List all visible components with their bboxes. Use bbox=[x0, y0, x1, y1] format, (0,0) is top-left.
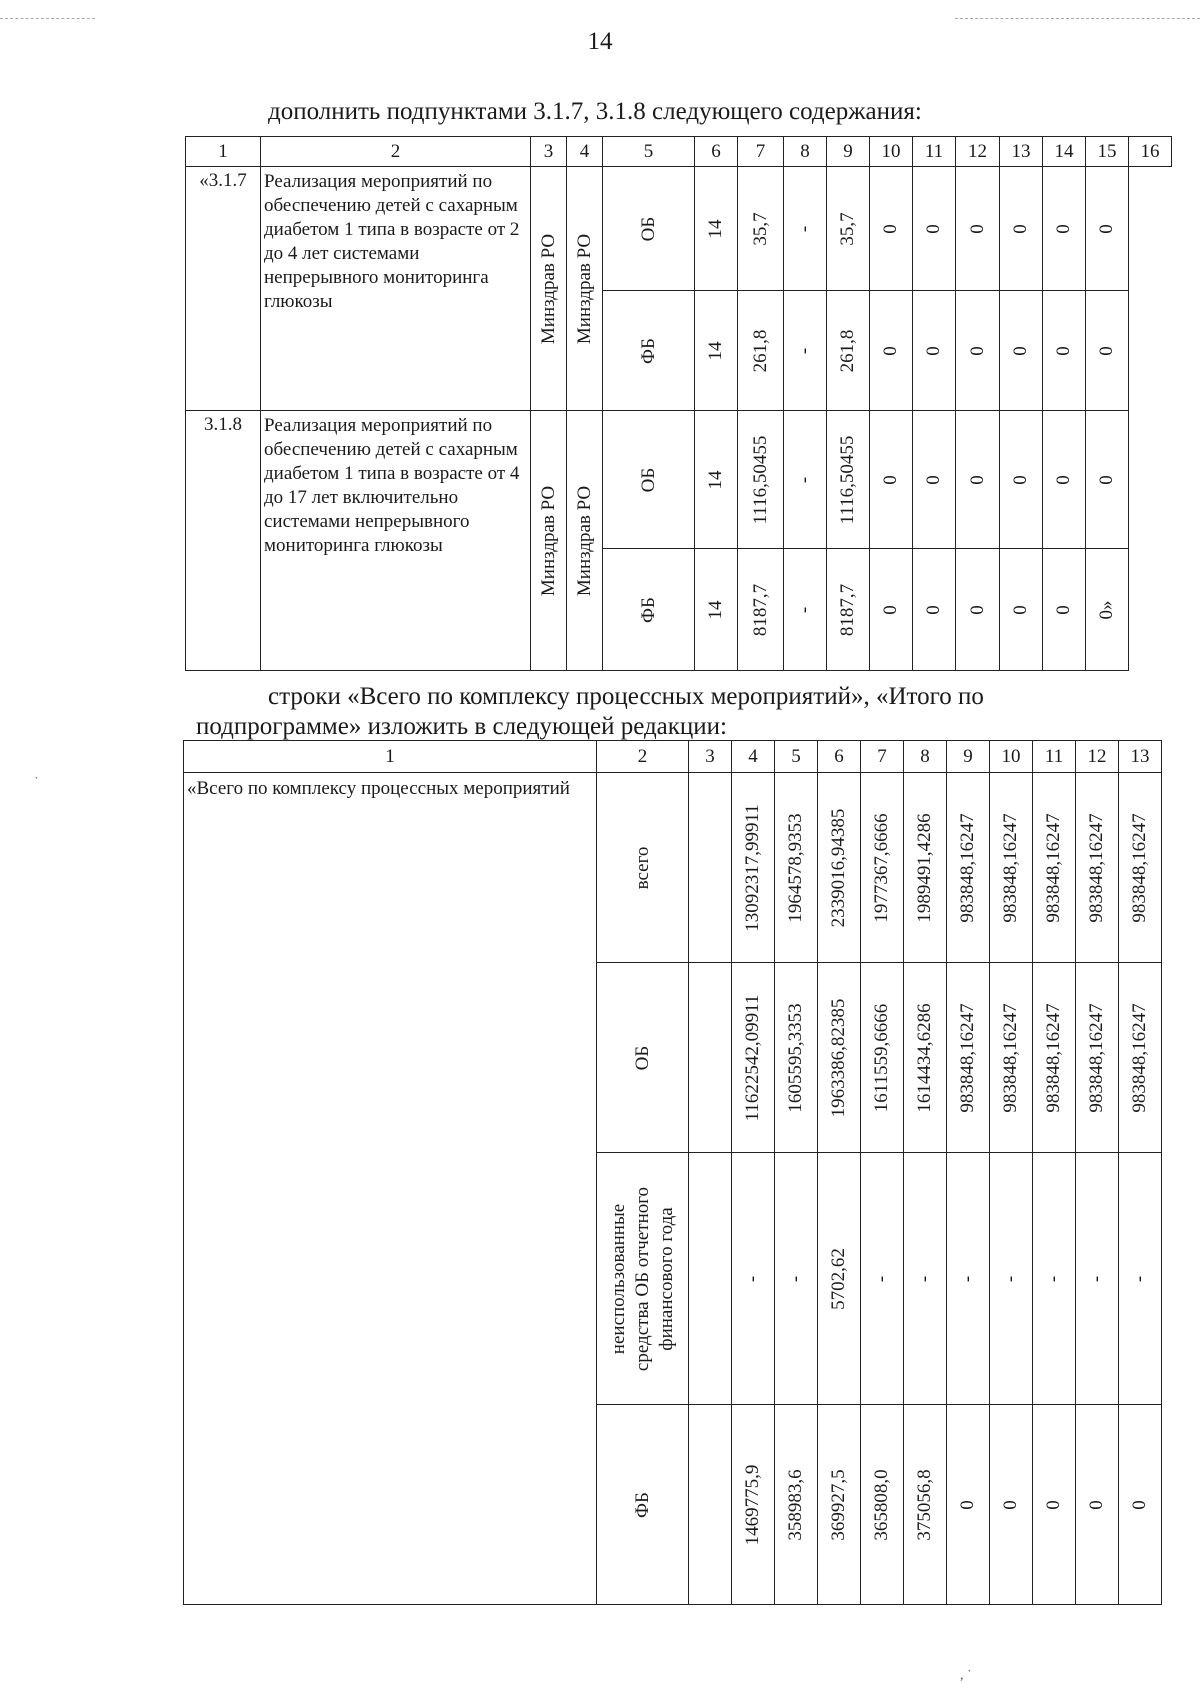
item-code: «3.1.7 bbox=[186, 167, 261, 411]
zero-cell bbox=[1000, 291, 1043, 411]
scan-mark-bottom: , ˙ bbox=[960, 1668, 972, 1683]
value-text: 0 bbox=[1043, 1499, 1064, 1510]
executor-cell bbox=[531, 411, 567, 671]
zero-cell bbox=[1043, 549, 1086, 671]
scan-mark-left: ˙ bbox=[34, 775, 39, 790]
header-cell: 5 bbox=[775, 741, 818, 773]
source-cell bbox=[597, 963, 689, 1153]
value-text: 983848,16247 bbox=[957, 1002, 978, 1113]
value-cell bbox=[1033, 773, 1076, 963]
value-cell bbox=[732, 1405, 775, 1605]
total-text: 261,8 bbox=[749, 329, 771, 372]
value-text: 369927,5 bbox=[828, 1468, 849, 1541]
dash-text: - bbox=[794, 606, 815, 613]
header-cell: 3 bbox=[531, 137, 567, 167]
zero-cell bbox=[870, 411, 913, 549]
zero-cell bbox=[1043, 167, 1086, 291]
source-text: ОБ bbox=[637, 216, 659, 241]
zero-text: 0 bbox=[1010, 223, 1031, 234]
value-cell bbox=[947, 773, 990, 963]
zero-cell bbox=[1043, 411, 1086, 549]
value-text: 375056,8 bbox=[914, 1468, 935, 1541]
zero-cell bbox=[1000, 549, 1043, 671]
zero-text: 0 bbox=[923, 604, 944, 615]
value-text: - bbox=[914, 1275, 935, 1282]
value-cell bbox=[990, 963, 1033, 1153]
zero-cell bbox=[1086, 549, 1129, 671]
header-cell: 8 bbox=[904, 741, 947, 773]
zero-text: 0 bbox=[923, 223, 944, 234]
paragraph-line-2: подпрограмме» изложить в следующей редакции: bbox=[196, 713, 728, 740]
header-cell: 10 bbox=[870, 137, 913, 167]
year-text: 14 bbox=[705, 341, 726, 360]
header-cell: 4 bbox=[732, 741, 775, 773]
value-cell bbox=[818, 963, 861, 1153]
header-cell: 5 bbox=[603, 137, 695, 167]
dash-cell bbox=[784, 291, 827, 411]
year-cell bbox=[695, 291, 738, 411]
executor-text: Минздрав РО bbox=[537, 485, 559, 596]
header-cell: 12 bbox=[1076, 741, 1119, 773]
zero-text: 0 bbox=[923, 345, 944, 356]
header-cell: 15 bbox=[1086, 137, 1129, 167]
value-cell bbox=[689, 773, 732, 963]
zero-cell bbox=[913, 411, 956, 549]
value-text: - bbox=[785, 1275, 806, 1282]
value-text: 2339016,94385 bbox=[828, 808, 849, 927]
value-cell bbox=[827, 411, 870, 549]
dash-cell bbox=[784, 167, 827, 291]
header-cell: 13 bbox=[1000, 137, 1043, 167]
value-text: 983848,16247 bbox=[1000, 812, 1021, 923]
zero-cell bbox=[1086, 411, 1129, 549]
year-cell bbox=[695, 167, 738, 291]
zero-text: 0 bbox=[1010, 474, 1031, 485]
zero-text: 0 bbox=[966, 474, 988, 485]
source-text: ОБ bbox=[637, 467, 659, 492]
value-cell bbox=[818, 1153, 861, 1405]
value-text: 11622542,09911 bbox=[742, 994, 763, 1121]
zero-text: 0 bbox=[966, 604, 988, 615]
value-cell bbox=[1033, 963, 1076, 1153]
source-cell bbox=[603, 411, 695, 549]
value-cell bbox=[904, 773, 947, 963]
value-text: 983848,16247 bbox=[1043, 1002, 1064, 1113]
source-cell bbox=[603, 167, 695, 291]
zero-cell bbox=[1000, 167, 1043, 291]
zero-text: 0 bbox=[1096, 474, 1117, 485]
value-cell bbox=[1033, 1405, 1076, 1605]
value-cell bbox=[1119, 1153, 1162, 1405]
value-cell bbox=[827, 167, 870, 291]
dash-cell bbox=[784, 411, 827, 549]
year-cell bbox=[695, 411, 738, 549]
zero-text: 0 bbox=[966, 345, 988, 356]
value-text: 1469775,9 bbox=[742, 1464, 763, 1545]
zero-cell bbox=[956, 411, 1000, 549]
value-cell bbox=[1119, 1405, 1162, 1605]
value-cell bbox=[947, 1405, 990, 1605]
value-cell bbox=[775, 1153, 818, 1405]
header-cell: 3 bbox=[689, 741, 732, 773]
header-cell: 16 bbox=[1129, 137, 1172, 167]
value-cell bbox=[827, 549, 870, 671]
value-cell bbox=[1076, 1153, 1119, 1405]
header-cell: 14 bbox=[1043, 137, 1086, 167]
value-text: 5702,62 bbox=[828, 1247, 849, 1310]
header-cell: 9 bbox=[947, 741, 990, 773]
executor-cell bbox=[531, 167, 567, 411]
zero-text: 0 bbox=[880, 345, 901, 356]
value-cell bbox=[689, 1405, 732, 1605]
value-cell bbox=[861, 1405, 904, 1605]
value-text: 0 bbox=[957, 1499, 978, 1510]
header-cell: 9 bbox=[827, 137, 870, 167]
header-cell: 7 bbox=[861, 741, 904, 773]
zero-text: 0» bbox=[1096, 600, 1117, 619]
value-cell bbox=[861, 773, 904, 963]
zero-text: 0 bbox=[1096, 223, 1117, 234]
total-cell bbox=[738, 549, 784, 671]
value-text: 0 bbox=[1086, 1499, 1107, 1510]
zero-cell bbox=[870, 167, 913, 291]
value-text: 1116,50455 bbox=[837, 435, 858, 524]
value-cell bbox=[904, 963, 947, 1153]
value-text: 365808,0 bbox=[871, 1468, 892, 1541]
page-number: 14 bbox=[587, 28, 613, 55]
zero-cell bbox=[1000, 411, 1043, 549]
value-cell bbox=[1076, 1405, 1119, 1605]
value-cell bbox=[775, 963, 818, 1153]
value-text: - bbox=[1043, 1275, 1064, 1282]
source-cell bbox=[603, 549, 695, 671]
value-text: 983848,16247 bbox=[1129, 812, 1150, 923]
value-text: 1605595,3353 bbox=[785, 1002, 806, 1113]
header-cell: 12 bbox=[956, 137, 1000, 167]
value-cell bbox=[904, 1153, 947, 1405]
value-cell bbox=[990, 1405, 1033, 1605]
zero-text: 0 bbox=[880, 474, 901, 485]
value-text: 1963386,82385 bbox=[828, 998, 849, 1117]
zero-cell bbox=[1086, 291, 1129, 411]
value-text: 983848,16247 bbox=[1129, 1002, 1150, 1113]
zero-text: 0 bbox=[1010, 345, 1031, 356]
zero-text: 0 bbox=[880, 223, 901, 234]
value-text: - bbox=[1000, 1275, 1021, 1282]
value-text: 983848,16247 bbox=[1086, 812, 1107, 923]
value-text: 1977367,6666 bbox=[871, 812, 892, 923]
subitems-table bbox=[185, 136, 1172, 671]
value-cell bbox=[818, 773, 861, 963]
value-text: - bbox=[871, 1275, 892, 1282]
value-cell bbox=[732, 1153, 775, 1405]
zero-text: 0 bbox=[1053, 345, 1074, 356]
value-text: 983848,16247 bbox=[1000, 1002, 1021, 1113]
header-cell: 7 bbox=[738, 137, 784, 167]
value-text: 983848,16247 bbox=[1043, 812, 1064, 923]
dash-text: - bbox=[794, 476, 815, 483]
participant-cell bbox=[567, 411, 603, 671]
value-text: 8187,7 bbox=[837, 583, 858, 636]
year-text: 14 bbox=[705, 470, 726, 489]
header-cell: 10 bbox=[990, 741, 1033, 773]
value-text: 261,8 bbox=[837, 329, 858, 372]
value-text: - bbox=[1129, 1275, 1150, 1282]
source-text: неиспользованные средства ОБ отчетного финансового года bbox=[607, 1186, 677, 1371]
value-text: 1611559,6666 bbox=[871, 1003, 892, 1112]
item-description: Реализация мероприятий по обеспечению детей с сахарным диабетом 1 типа в возрасте от 4 до 17 лет включительно системами непрерывного мониторинга глюкозы bbox=[261, 411, 531, 671]
zero-text: 0 bbox=[923, 474, 944, 485]
paragraph-line-1: строки «Всего по комплексу процессных мероприятий», «Итого по bbox=[268, 683, 984, 710]
intro-paragraph: дополнить подпунктами 3.1.7, 3.1.8 следующего содержания: bbox=[268, 98, 922, 125]
header-cell: 6 bbox=[695, 137, 738, 167]
header-cell: 1 bbox=[184, 741, 597, 773]
value-cell bbox=[947, 963, 990, 1153]
value-text: 13092317,99911 bbox=[742, 803, 763, 932]
totals-table bbox=[183, 740, 1162, 1605]
value-text: - bbox=[1086, 1275, 1107, 1282]
zero-cell bbox=[913, 167, 956, 291]
zero-text: 0 bbox=[1053, 223, 1074, 234]
value-cell bbox=[1119, 963, 1162, 1153]
value-cell bbox=[990, 773, 1033, 963]
zero-cell bbox=[956, 167, 1000, 291]
header-cell: 11 bbox=[913, 137, 956, 167]
item-description: Реализация мероприятий по обеспечению детей с сахарным диабетом 1 типа в возрасте от 2 до 4 лет системами непрерывного мониторинга глюкозы bbox=[261, 167, 531, 411]
value-cell bbox=[1119, 773, 1162, 963]
total-cell bbox=[738, 291, 784, 411]
participant-text: Минздрав РО bbox=[573, 485, 595, 596]
total-text: 35,7 bbox=[749, 211, 771, 246]
header-cell: 2 bbox=[261, 137, 531, 167]
participant-text: Минздрав РО bbox=[573, 233, 595, 344]
scan-top-rule-right bbox=[955, 18, 1200, 19]
value-text: - bbox=[957, 1275, 978, 1282]
total-cell bbox=[738, 167, 784, 291]
value-cell bbox=[827, 291, 870, 411]
source-cell bbox=[603, 291, 695, 411]
source-cell bbox=[597, 1405, 689, 1605]
value-text: 1614434,6286 bbox=[914, 1002, 935, 1113]
value-cell bbox=[947, 1153, 990, 1405]
table-row bbox=[184, 773, 1162, 963]
zero-cell bbox=[913, 291, 956, 411]
value-cell bbox=[818, 1405, 861, 1605]
scan-top-rule-left bbox=[0, 18, 95, 19]
table1-header-row bbox=[186, 137, 1172, 167]
value-cell bbox=[861, 963, 904, 1153]
value-text: - bbox=[742, 1275, 763, 1282]
zero-cell bbox=[956, 291, 1000, 411]
zero-cell bbox=[870, 549, 913, 671]
header-cell: 1 bbox=[186, 137, 261, 167]
table-row bbox=[186, 167, 1172, 291]
value-text: 983848,16247 bbox=[1086, 1002, 1107, 1113]
dash-cell bbox=[784, 549, 827, 671]
table2-header-row bbox=[184, 741, 1162, 773]
value-cell bbox=[1076, 963, 1119, 1153]
value-cell bbox=[775, 773, 818, 963]
zero-cell bbox=[1086, 167, 1129, 291]
value-cell bbox=[990, 1153, 1033, 1405]
zero-cell bbox=[870, 291, 913, 411]
zero-text: 0 bbox=[1053, 474, 1074, 485]
total-cell bbox=[738, 411, 784, 549]
value-cell bbox=[689, 963, 732, 1153]
zero-text: 0 bbox=[1010, 604, 1031, 615]
zero-cell bbox=[1043, 291, 1086, 411]
value-text: 0 bbox=[1000, 1499, 1021, 1510]
source-text: всего bbox=[631, 846, 653, 889]
header-cell: 6 bbox=[818, 741, 861, 773]
header-cell: 8 bbox=[784, 137, 827, 167]
header-cell: 2 bbox=[597, 741, 689, 773]
year-cell bbox=[695, 549, 738, 671]
value-cell bbox=[1076, 773, 1119, 963]
source-cell bbox=[597, 773, 689, 963]
zero-text: 0 bbox=[966, 223, 988, 234]
value-cell bbox=[775, 1405, 818, 1605]
header-cell: 4 bbox=[567, 137, 603, 167]
value-cell bbox=[732, 963, 775, 1153]
value-text: 983848,16247 bbox=[957, 812, 978, 923]
source-text: ОБ bbox=[631, 1045, 653, 1070]
value-text: 1989491,4286 bbox=[914, 812, 935, 923]
total-text: 1116,50455 bbox=[749, 435, 771, 524]
dash-text: - bbox=[794, 225, 815, 232]
source-text: ФБ bbox=[637, 596, 659, 623]
zero-cell bbox=[913, 549, 956, 671]
value-cell bbox=[1033, 1153, 1076, 1405]
zero-text: 0 bbox=[880, 604, 901, 615]
source-text: ФБ bbox=[637, 337, 659, 364]
value-cell bbox=[861, 1153, 904, 1405]
totals-label: «Всего по комплексу процессных мероприятий bbox=[184, 773, 597, 1605]
total-text: 8187,7 bbox=[749, 583, 771, 636]
participant-cell bbox=[567, 167, 603, 411]
header-cell: 13 bbox=[1119, 741, 1162, 773]
value-cell bbox=[732, 773, 775, 963]
year-text: 14 bbox=[705, 600, 726, 619]
source-text: ФБ bbox=[631, 1491, 653, 1518]
zero-text: 0 bbox=[1096, 345, 1117, 356]
value-cell bbox=[689, 1153, 732, 1405]
item-code: 3.1.8 bbox=[186, 411, 261, 671]
value-cell bbox=[904, 1405, 947, 1605]
dash-text: - bbox=[794, 347, 815, 354]
value-text: 35,7 bbox=[837, 211, 858, 246]
table-row bbox=[186, 411, 1172, 549]
zero-cell bbox=[956, 549, 1000, 671]
zero-text: 0 bbox=[1053, 604, 1074, 615]
value-text: 358983,6 bbox=[785, 1468, 806, 1541]
header-cell: 11 bbox=[1033, 741, 1076, 773]
value-text: 1964578,9353 bbox=[785, 812, 806, 923]
executor-text: Минздрав РО bbox=[537, 233, 559, 344]
value-text: 0 bbox=[1129, 1499, 1150, 1510]
source-cell bbox=[597, 1153, 689, 1405]
year-text: 14 bbox=[705, 219, 726, 238]
